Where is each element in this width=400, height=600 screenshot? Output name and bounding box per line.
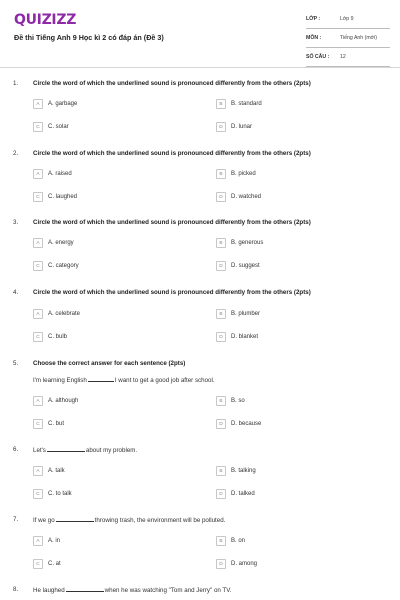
answer-blank — [47, 446, 85, 452]
question-prompt: Circle the word of which the underlined sound is pronounced differently from the others (2pts) — [33, 150, 311, 157]
option-letter-box: A — [33, 309, 43, 319]
quizizz-logo: QUIZIZZ — [14, 12, 77, 28]
option-text: A. celebrate — [48, 311, 81, 317]
option-letter-box: D — [216, 192, 226, 202]
question-prompt: Circle the word of which the underlined sound is pronounced differently from the others (2pts) — [33, 289, 311, 296]
answer-blank — [66, 586, 104, 592]
option-text: B. picked — [231, 171, 256, 177]
option-letter-box: D — [216, 489, 226, 499]
option-letter-box: A — [33, 536, 43, 546]
option-letter-box: D — [216, 559, 226, 569]
option-letter-box: C — [33, 419, 43, 429]
meta-value: Lớp 9 — [340, 16, 354, 22]
option-letter-box: D — [216, 332, 226, 342]
header-divider — [0, 67, 400, 68]
option-letter-box: A — [33, 99, 43, 109]
sentence-after: I want to get a good job after school. — [114, 377, 215, 384]
meta-row-subject — [306, 29, 390, 48]
question-prompt: Circle the word of which the underlined sound is pronounced differently from the others (2pts) — [33, 219, 311, 226]
question-number: 7. — [13, 516, 19, 523]
question-number: 2. — [13, 150, 19, 157]
option-text: B. so — [231, 398, 245, 404]
option-letter-box: C — [33, 332, 43, 342]
option-text: C. laughed — [48, 194, 78, 200]
option-letter-box: A — [33, 238, 43, 248]
option-letter-box: B — [216, 536, 226, 546]
option-text: C. category — [48, 263, 79, 269]
question-number: 6. — [13, 446, 19, 453]
option-letter-box: B — [216, 466, 226, 476]
meta-label: MÔN : — [306, 35, 322, 41]
option-text: A. energy — [48, 240, 74, 246]
sentence-after: throwing trash, the environment will be polluted. — [94, 517, 226, 524]
question-sentence — [33, 376, 215, 384]
sentence-before: Let's — [33, 447, 46, 454]
option-text: C. bulb — [48, 334, 68, 340]
option-letter-box: B — [216, 238, 226, 248]
option-text: A. raised — [48, 171, 72, 177]
question-number: 5. — [13, 360, 19, 367]
option-letter-box: B — [216, 99, 226, 109]
option-letter-box: C — [33, 489, 43, 499]
option-text: A. although — [48, 398, 79, 404]
worksheet-meta — [306, 10, 390, 67]
question-number: 8. — [13, 586, 19, 593]
meta-value: 12 — [340, 54, 346, 60]
sentence-after: about my problem. — [85, 447, 138, 454]
option-text: D. among — [231, 561, 258, 567]
question-number: 3. — [13, 219, 19, 226]
question-number: 1. — [13, 80, 19, 87]
question-sentence — [33, 586, 232, 594]
option-text: B. plumber — [231, 311, 261, 317]
meta-value: Tiếng Anh (mới) — [340, 35, 377, 41]
question-number: 4. — [13, 289, 19, 296]
option-text: B. talking — [231, 468, 256, 474]
option-letter-box: B — [216, 396, 226, 406]
meta-row-class — [306, 10, 390, 29]
question-sentence — [33, 516, 225, 524]
option-text: D. because — [231, 421, 262, 427]
option-text: C. to talk — [48, 491, 72, 497]
option-text: C. solar — [48, 124, 69, 130]
option-text: C. at — [48, 561, 61, 567]
option-text: A. in — [48, 538, 61, 544]
option-text: C. but — [48, 421, 65, 427]
option-letter-box: B — [216, 169, 226, 179]
sentence-after: when he was watching "Tom and Jerry" on TV. — [104, 587, 232, 594]
meta-row-question-count — [306, 48, 390, 67]
option-letter-box: A — [33, 396, 43, 406]
answer-blank — [88, 376, 114, 382]
option-letter-box: A — [33, 169, 43, 179]
meta-label: LỚP : — [306, 16, 321, 22]
question-prompt: Circle the word of which the underlined sound is pronounced differently from the others (2pts) — [33, 80, 311, 87]
option-letter-box: D — [216, 122, 226, 132]
sentence-before: If we go — [33, 517, 55, 524]
question-sentence — [33, 446, 137, 454]
option-text: D. blanket — [231, 334, 259, 340]
sentence-before: He laughed — [33, 587, 65, 594]
answer-blank — [56, 516, 94, 522]
option-letter-box: C — [33, 261, 43, 271]
option-letter-box: D — [216, 261, 226, 271]
option-letter-box: C — [33, 559, 43, 569]
option-text: A. garbage — [48, 101, 78, 107]
option-text: B. standard — [231, 101, 262, 107]
worksheet-title: Đề thi Tiếng Anh 9 Học kì 2 có đáp án (Đề 3) — [14, 33, 164, 42]
option-letter-box: D — [216, 419, 226, 429]
option-text: D. talked — [231, 491, 255, 497]
option-text: D. lunar — [231, 124, 253, 130]
option-text: A. talk — [48, 468, 65, 474]
option-letter-box: B — [216, 309, 226, 319]
worksheet-header — [0, 0, 400, 68]
option-letter-box: C — [33, 192, 43, 202]
option-letter-box: C — [33, 122, 43, 132]
option-text: B. generous — [231, 240, 264, 246]
question-prompt: Choose the correct answer for each sentence (2pts) — [33, 360, 186, 367]
option-letter-box: A — [33, 466, 43, 476]
option-text: B. on — [231, 538, 246, 544]
option-text: D. suggest — [231, 263, 260, 269]
option-text: D. watched — [231, 194, 262, 200]
sentence-before: I'm learning English — [33, 377, 87, 384]
meta-label: SỐ CÂU : — [306, 54, 330, 60]
